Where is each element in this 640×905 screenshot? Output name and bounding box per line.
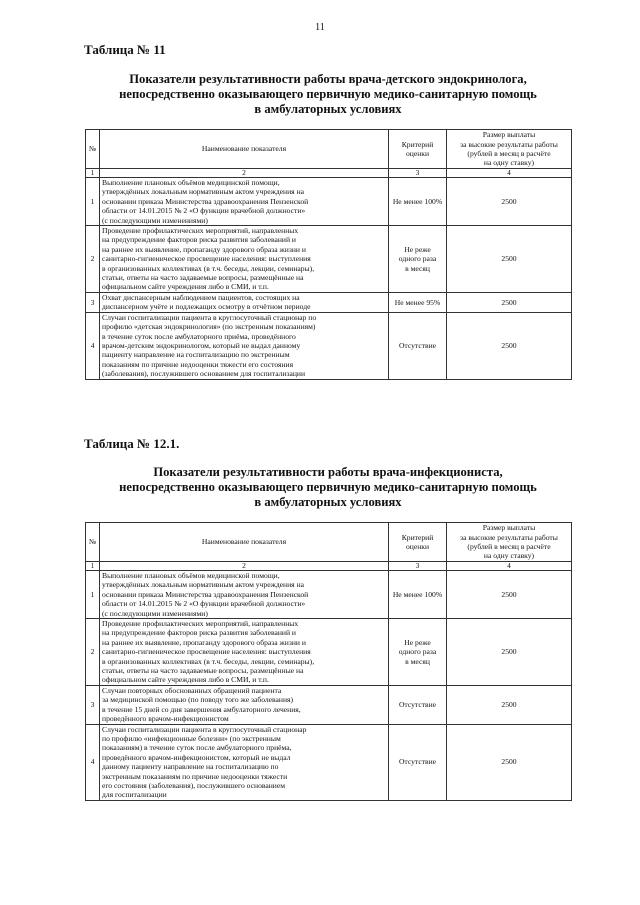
table-row [86,178,572,226]
column-index: 1 [86,562,100,571]
table-row [86,619,572,686]
column-index: 3 [389,169,447,178]
header-indicator-name: Наименование показателя [100,523,389,562]
column-index: 1 [86,169,100,178]
header-indicator-name: Наименование показателя [100,130,389,169]
criterion: Не менее 100% [389,571,447,619]
table-row [86,292,572,312]
row-number: 3 [86,685,100,724]
indicator-name: Выполнение плановых объёмов медицинской помощи, утверждённых локальным нормативным актом учреждения на основании приказа Министерства здравоохранения Пензенской области от 14.01.2015 № 2 «О функции врачебной должности» (с последующими изменениями) [100,571,389,619]
criterion: Отсутствие [389,724,447,800]
indicators-table [85,522,572,801]
table-row [86,571,572,619]
header-row [86,130,572,169]
header-number: № [86,130,100,169]
heading-line: Показатели результативности работы врача-инфекциониста, [153,465,503,479]
header-criterion: Критерий оценки [389,523,447,562]
payment-amount: 2500 [447,226,572,293]
payment-amount: 2500 [447,312,572,379]
column-index: 4 [447,169,572,178]
heading-line: непосредственно оказывающего первичную медико-санитарную помощь [119,87,537,101]
criterion: Не менее 95% [389,292,447,312]
criterion: Отсутствие [389,312,447,379]
row-number: 2 [86,619,100,686]
heading-line: в амбулаторных условиях [254,102,402,116]
column-index-row [86,169,572,178]
indicator-name: Случаи повторных обоснованных обращений пациента за медицинской помощью (по поводу того же заболевания) в течение 15 дней со дня завершения амбулаторного лечения, проведённого врачом-инфекционистом [100,685,389,724]
column-index-row [86,562,572,571]
row-number: 1 [86,571,100,619]
payment-amount: 2500 [447,619,572,686]
table-heading [84,72,572,117]
page-number: 11 [315,22,325,33]
indicator-name: Охват диспансерным наблюдением пациентов, состоящих на диспансерном учёте и подлежащих осмотру в отчётном периоде [100,292,389,312]
header-payment: Размер выплаты за высокие результаты работы (рублей в месяц в расчёте на одну ставку) [447,523,572,562]
payment-amount: 2500 [447,571,572,619]
indicator-name: Случаи госпитализации пациента в круглосуточный стационар по профилю «детская эндокринология» (по экстренным показаниям) в течение суток после амбулаторного приёма, проведённого врачом-детским эндокринологом, который не выдал данному пациенту направление на госпитализацию по экстренным показаниям по причине недооценки тяжести его состояния (заболевания), послужившего основанием для госпитализации [100,312,389,379]
payment-amount: 2500 [447,178,572,226]
indicators-table [85,129,572,380]
payment-amount: 2500 [447,724,572,800]
criterion: Не реже одного раза в месяц [389,226,447,293]
row-number: 1 [86,178,100,226]
payment-amount: 2500 [447,685,572,724]
criterion: Отсутствие [389,685,447,724]
header-payment: Размер выплаты за высокие результаты работы (рублей в месяц в расчёте на одну ставку) [447,130,572,169]
column-index: 4 [447,562,572,571]
heading-line: в амбулаторных условиях [254,495,402,509]
row-number: 4 [86,724,100,800]
criterion: Не менее 100% [389,178,447,226]
indicator-name: Проведение профилактических мероприятий, направленных на предупреждение факторов риска развития заболеваний и на раннее их выявление, пропаганду здорового образа жизни и санитарно-гигиеническое просвещение населения: выступления в организованных коллективах (в т.ч. беседы, лекции, семинары), статьи, ответы на часто задаваемые вопросы, размещённые на официальном сайте учреждения либо в СМИ, и т.п. [100,226,389,293]
heading-line: Показатели результативности работы врача-детского эндокринолога, [129,72,527,86]
table-row [86,226,572,293]
table-row [86,685,572,724]
indicator-name: Выполнение плановых объёмов медицинской помощи, утверждённых локальным нормативным актом учреждения на основании приказа Министерства здравоохранения Пензенской области от 14.01.2015 № 2 «О функции врачебной должности» (с последующими изменениями) [100,178,389,226]
indicator-name: Случаи госпитализации пациента в круглосуточный стационар по профилю «инфекционные болезни» (по экстренным показаниям) в течение суток после амбулаторного приёма, проведённого врачом-инфекционистом, который не выдал данному пациенту направление на госпитализацию по экстренным показаниям по причине недооценки тяжести его состояния (заболевания), послужившего основанием для госпитализации [100,724,389,800]
row-number: 4 [86,312,100,379]
table-label: Таблица № 12.1. [84,436,180,451]
heading-line: непосредственно оказывающего первичную медико-санитарную помощь [119,480,537,494]
row-number: 2 [86,226,100,293]
criterion: Не реже одного раза в месяц [389,619,447,686]
table-row [86,724,572,800]
column-index: 3 [389,562,447,571]
column-index: 2 [100,562,389,571]
table-label: Таблица № 11 [84,42,166,57]
table-row [86,312,572,379]
indicator-name: Проведение профилактических мероприятий, направленных на предупреждение факторов риска развития заболеваний и на раннее их выявление, пропаганду здорового образа жизни и санитарно-гигиеническое просвещение населения: выступления в организованных коллективах (в т.ч. беседы, лекции, семинары), статьи, ответы на часто задаваемые вопросы, размещённые на официальном сайте учреждения либо в СМИ, и т.п. [100,619,389,686]
payment-amount: 2500 [447,292,572,312]
header-row [86,523,572,562]
column-index: 2 [100,169,389,178]
header-criterion: Критерий оценки [389,130,447,169]
header-number: № [86,523,100,562]
table-heading [84,465,572,510]
row-number: 3 [86,292,100,312]
